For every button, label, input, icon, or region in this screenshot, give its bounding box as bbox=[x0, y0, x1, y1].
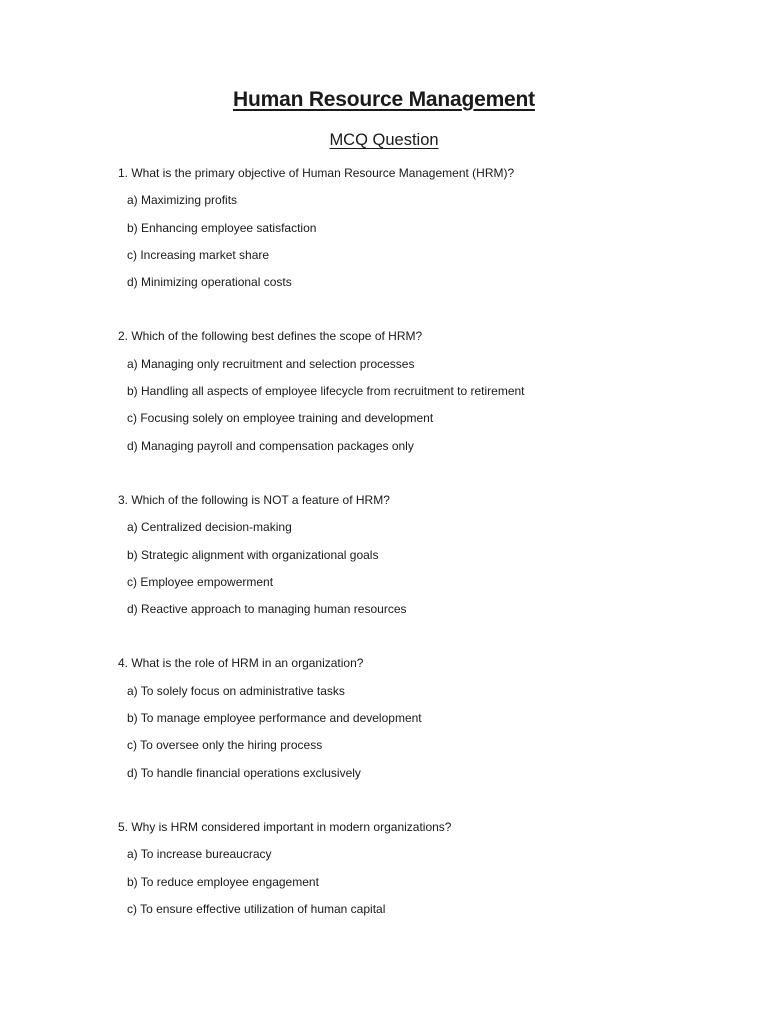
option-a: a) Managing only recruitment and selection processes bbox=[127, 356, 415, 371]
option-a: a) To solely focus on administrative tasks bbox=[127, 683, 345, 698]
option-a: a) To increase bureaucracy bbox=[127, 847, 272, 862]
question-text: 1. What is the primary objective of Human Resource Management (HRM)? bbox=[118, 166, 515, 180]
question-3 bbox=[118, 491, 678, 627]
option-b: b) Strategic alignment with organizational goals bbox=[127, 547, 379, 562]
option-d: d) Managing payroll and compensation packages only bbox=[127, 438, 414, 453]
option-d: d) Minimizing operational costs bbox=[127, 275, 292, 290]
question-text: 2. Which of the following best defines the scope of HRM? bbox=[118, 329, 423, 344]
question-text: 3. Which of the following is NOT a feature of HRM? bbox=[118, 492, 390, 507]
question-text: 4. What is the role of HRM in an organization? bbox=[118, 656, 364, 671]
question-2 bbox=[118, 327, 678, 463]
option-c: c) Focusing solely on employee training and development bbox=[127, 411, 434, 426]
option-b: b) To manage employee performance and development bbox=[127, 711, 422, 726]
option-a: a) Maximizing profits bbox=[127, 193, 238, 208]
option-c: c) Increasing market share bbox=[127, 247, 270, 262]
question-text: 5. Why is HRM considered important in modern organizations? bbox=[118, 819, 452, 834]
page-subtitle: MCQ Question bbox=[329, 131, 439, 149]
question-4 bbox=[118, 654, 678, 790]
option-c: c) Employee empowerment bbox=[127, 574, 274, 589]
option-d: d) To handle financial operations exclusively bbox=[127, 765, 361, 780]
option-c: c) To ensure effective utilization of human capital bbox=[127, 901, 386, 916]
question-5 bbox=[118, 818, 678, 927]
option-a: a) Centralized decision-making bbox=[127, 520, 292, 535]
option-b: b) Handling all aspects of employee lifecycle from recruitment to retirement bbox=[127, 384, 525, 399]
option-c: c) To oversee only the hiring process bbox=[127, 738, 323, 753]
question-1 bbox=[118, 164, 678, 300]
page-title: Human Resource Management bbox=[233, 88, 535, 111]
option-b: b) Enhancing employee satisfaction bbox=[127, 220, 317, 235]
question-list bbox=[118, 164, 678, 954]
option-b: b) To reduce employee engagement bbox=[127, 874, 319, 889]
option-d: d) Reactive approach to managing human resources bbox=[127, 602, 407, 617]
